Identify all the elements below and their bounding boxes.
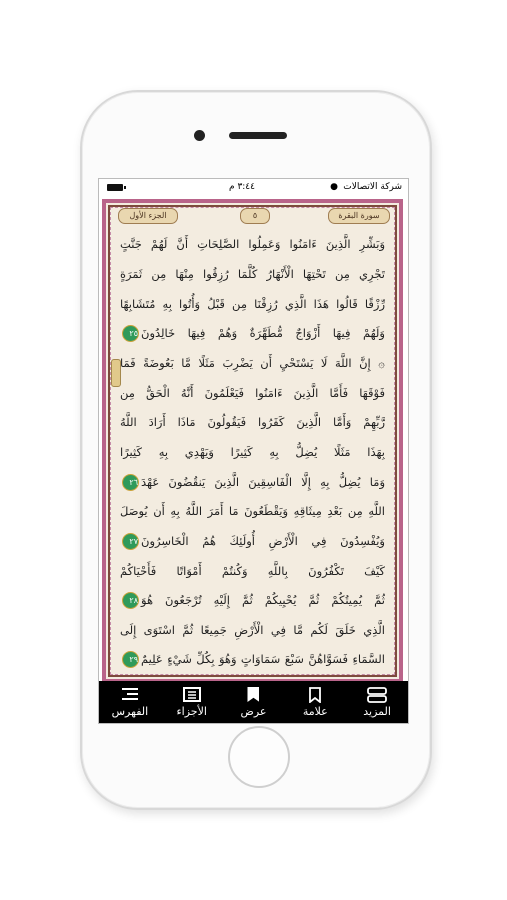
text-line [120,585,385,616]
line-text: اللَّهِ مِن بَعْدِ مِيثَاقِهِ وَيَقْطَعُونَ مَا أَمَرَ اللَّهُ بِهِ أَن يُوصَلَ [120,504,385,518]
ayah-number[interactable]: ٢٥ [122,325,139,342]
text-line [120,615,385,646]
tab-bookmark[interactable] [284,681,346,723]
mushaf-page[interactable] [102,199,403,683]
text-line [120,378,385,409]
line-text: فَوْقَهَا فَأَمَّا الَّذِينَ ءَامَنُوا فَيَعْلَمُونَ أَنَّهُ الْحَقُّ مِن [120,386,385,400]
ayah-number[interactable]: ٢٦ [122,474,139,491]
tab-view[interactable] [223,681,285,723]
text-line [120,437,385,468]
tab-label: علامة [302,705,328,718]
text-line [120,467,385,498]
tab-more[interactable] [346,681,408,723]
page-header [116,207,392,225]
battery-icon [107,184,123,191]
line-text: تَجْرِي مِن تَحْتِهَا الْأَنْهَارُ كُلَّمَا رُزِقُوا مِنْهَا مِن ثَمَرَةٍ [120,267,385,281]
line-text: الَّذِي خَلَقَ لَكُم مَّا فِي الْأَرْضِ جَمِيعًا ثُمَّ اسْتَوَى إِلَى [120,623,385,637]
status-bar [99,179,408,197]
app-screen [98,178,409,724]
line-text: بِهَذَا مَثَلًا يُضِلُّ بِهِ كَثِيرًا وَيَهْدِي بِهِ كَثِيرًا [120,445,385,459]
text-line [120,348,385,379]
text-line [120,526,385,557]
ayah-number[interactable]: ٢٩ [122,651,139,668]
book-icon [161,685,223,705]
quran-text [120,229,385,675]
text-line [120,496,385,527]
tab-label: الأجزاء [176,705,207,718]
tab-index[interactable] [99,681,161,723]
line-text: السَّمَاءِ فَسَوَّاهُنَّ سَبْعَ سَمَاوَاتٍ وَهُوَ بِكُلِّ شَيْءٍ عَلِيمٌ [141,652,385,666]
text-line [120,289,385,320]
bookmark-icon [284,685,346,705]
line-text: كَيْفَ تَكْفُرُونَ بِاللَّهِ وَكُنتُمْ أَمْوَاتًا فَأَحْيَاكُمْ [120,564,385,578]
tab-label: عرض [240,705,267,718]
juz-label: الجزء الأول [118,208,178,224]
more-icon [346,685,408,705]
status-carrier: شركة الاتصالات [343,182,402,192]
text-line [120,556,385,587]
tab-label: المزيد [363,705,391,718]
line-text: رَّبِّهِمْ وَأَمَّا الَّذِينَ كَفَرُوا فَيَقُولُونَ مَاذَا أَرَادَ اللَّهُ [120,415,385,429]
line-text: وَبَشِّرِ الَّذِينَ ءَامَنُوا وَعَمِلُوا الصَّلِحَاتِ أَنَّ لَهُمْ جَنَّتٍ [120,237,385,251]
front-camera [194,130,205,141]
bookmark-filled-icon [223,685,285,705]
text-line [120,644,385,675]
status-time: ٣:٤٤ م [229,182,255,192]
text-line [120,407,385,438]
line-text: وَيُفْسِدُونَ فِي الْأَرْضِ أُولَئِكَ هُمُ الْخَاسِرُونَ [141,534,385,548]
home-button[interactable] [228,726,290,788]
line-text: رِّزْقًا قَالُوا هَذَا الَّذِي رُزِقْنَا مِن قَبْلُ وَأُتُوا بِهِ مُتَشَابِهًا [120,297,385,311]
text-line [120,259,385,290]
tab-parts[interactable] [161,681,223,723]
text-line [120,318,385,349]
list-icon [99,685,161,705]
surah-label: سورة البقرة [328,208,390,224]
wifi-icon: ● [330,182,338,192]
text-line [120,229,385,260]
ayah-number[interactable]: ٢٨ [122,592,139,609]
line-text: ۞ إِنَّ اللَّهَ لَا يَسْتَحْيِ أَن يَضْرِبَ مَثَلًا مَّا بَعُوضَةً فَمَا [120,356,385,370]
bottom-tab-bar [99,681,408,723]
ayah-number[interactable]: ٢٧ [122,533,139,550]
earpiece-speaker [229,132,287,139]
tab-label: الفهرس [111,705,149,718]
line-text: وَمَا يُضِلُّ بِهِ إِلَّا الْفَاسِقِينَ الَّذِينَ يَنقُضُونَ عَهْدَ [141,475,385,489]
line-text: ثُمَّ يُمِيتُكُمْ ثُمَّ يُحْيِيكُمْ ثُمَّ إِلَيْهِ تُرْجَعُونَ هُوَ [141,593,385,607]
page-number: ٥ [240,208,270,224]
line-text: وَلَهُمْ فِيهَا أَزْوَاجٌ مُّطَهَّرَةٌ وَهُمْ فِيهَا خَالِدُونَ [141,326,385,340]
